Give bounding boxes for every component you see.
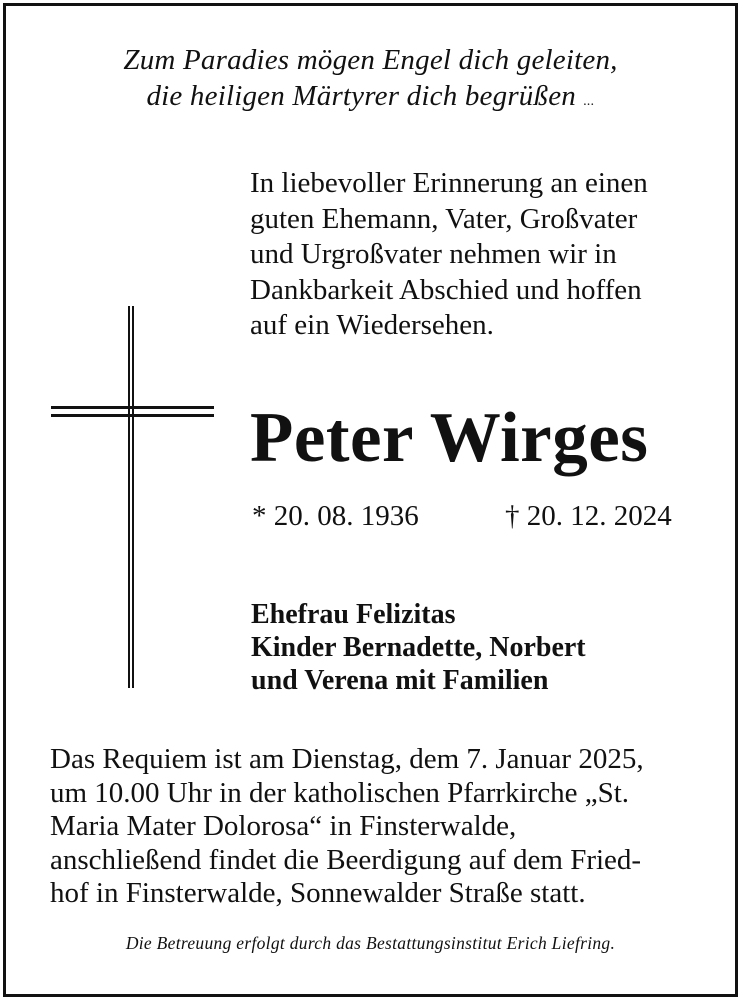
service-line: Das Requiem ist am Dienstag, dem 7. Januar 2025, [50, 743, 644, 775]
service-line: anschließend findet die Beerdigung auf dem Fried- [50, 843, 642, 876]
motto-line-2-text: die heiligen Märtyrer dich begrüßen [146, 80, 576, 112]
intro-line: und Urgroßvater nehmen wir in [250, 238, 617, 270]
mourner-line: Kinder Bernadette, Norbert [251, 632, 586, 663]
intro-line: guten Ehemann, Vater, Großvater [250, 202, 638, 235]
intro-line: In liebevoller Erinnerung an einen [250, 167, 648, 199]
motto-line-1: Zum Paradies mögen Engel dich geleiten, [123, 44, 618, 76]
birth-date: * 20. 08. 1936 [252, 500, 419, 532]
intro-line: auf ein Wiedersehen. [250, 309, 494, 341]
service-line: um 10.00 Uhr in der katholischen Pfarrkirche „St. [50, 776, 630, 809]
motto-line-2 [0, 78, 741, 120]
mourners-list [251, 598, 586, 697]
intro-text [250, 166, 720, 344]
mourner-line: und Verena mit Familien [251, 665, 549, 696]
intro-line: Dankbarkeit Abschied und hoffen [250, 273, 642, 306]
death-date: † 20. 12. 2024 [505, 500, 672, 532]
motto-verse [0, 42, 741, 120]
service-line: hof in Finsterwalde, Sonnewalder Straße statt. [50, 877, 586, 909]
cross-vertical-bar [128, 306, 134, 688]
deceased-name: Peter Wirges [250, 399, 649, 477]
funeral-home-note: Die Betreuung erfolgt durch das Bestattungsinstitut Erich Liefring. [125, 933, 616, 953]
cross-horizontal-bar [51, 406, 214, 417]
service-line: Maria Mater Dolorosa“ in Finsterwalde, [50, 810, 517, 842]
service-details [50, 743, 710, 911]
mourner-line: Ehefrau Felizitas [251, 599, 456, 630]
motto-ellipsis: ... [583, 94, 595, 109]
